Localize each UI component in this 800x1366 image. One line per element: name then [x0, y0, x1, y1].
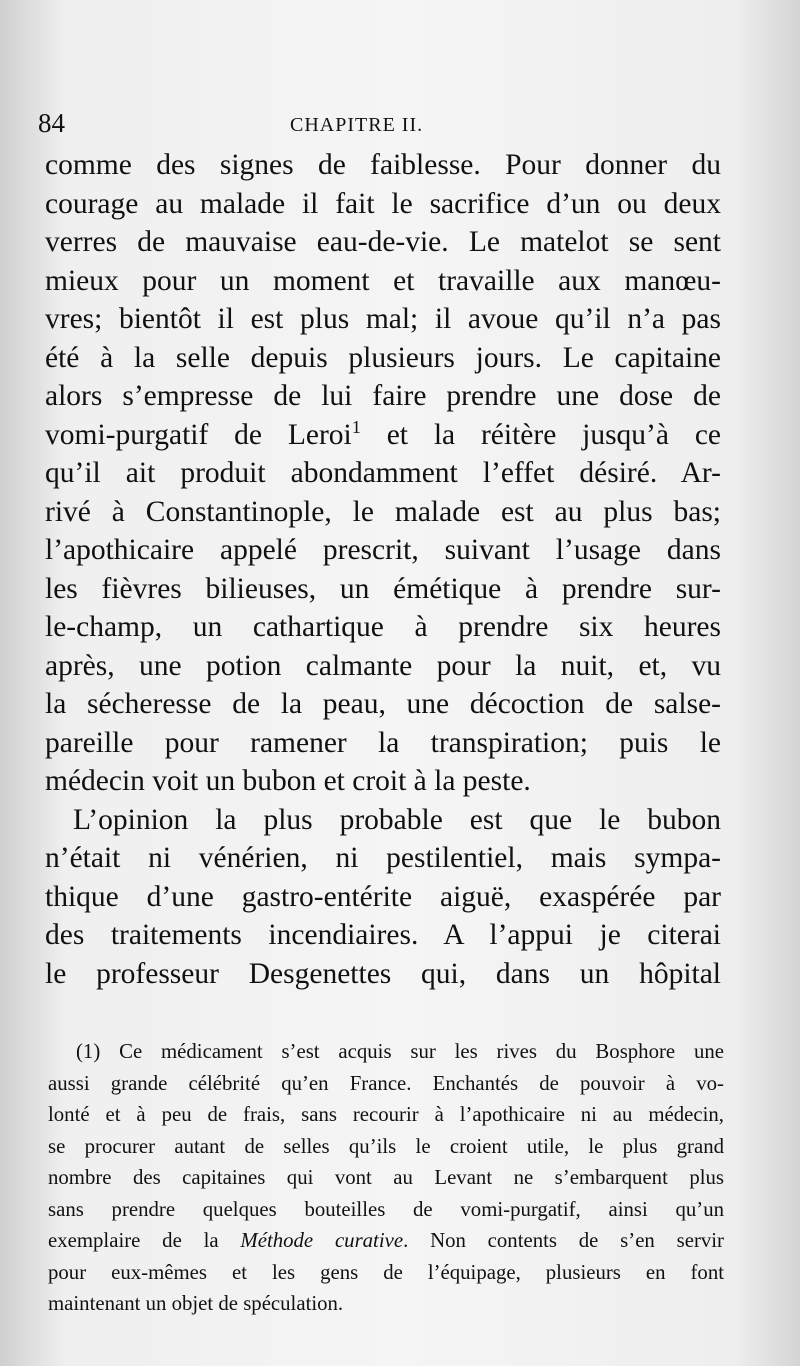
text-line: qu’il ait produit abondamment l’effet désiré. Ar-	[45, 457, 721, 489]
page-header	[38, 108, 778, 142]
footnote-line: pour eux-mêmes et les gens de l’équipage, plusieurs en font	[48, 1260, 724, 1284]
paragraph-first-line: L’opinion la plus probable est que le bubon	[73, 803, 721, 836]
text-line: l’apothicaire appelé prescrit, suivant l’usage dans	[45, 534, 721, 566]
text-line: les fièvres bilieuses, un émétique à prendre sur-	[45, 572, 721, 605]
main-text	[45, 146, 721, 993]
footnote	[48, 1036, 724, 1320]
text-segment: et la réitère jusqu’à ce	[360, 418, 722, 451]
footnote-segment: exemplaire de la	[48, 1229, 241, 1252]
text-line: verres de mauvaise eau-de-vie. Le matelot se sent	[45, 226, 721, 258]
text-line: des traitements incendiaires. A l’appui je citerai	[45, 919, 721, 951]
footnote-line: nombre des capitaines qui vont au Levant ne s’embarquent plus	[48, 1166, 724, 1189]
footnote-line: maintenant un objet de spéculation.	[48, 1292, 344, 1315]
footnote-line: lonté et à peu de frais, sans recourir à l’apothicaire ni au médecin,	[48, 1103, 724, 1126]
footnote-line-with-title	[48, 1225, 724, 1257]
text-line: n’était ni vénérien, ni pestilentiel, mais sympa-	[45, 842, 721, 874]
text-line: alors s’empresse de lui faire prendre une dose de	[45, 380, 721, 412]
footnote-segment: . Non contents de s’en servir	[403, 1229, 724, 1252]
text-line: pareille pour ramener la transpiration; puis le	[45, 726, 721, 759]
text-line: rivé à Constantinople, le malade est au plus bas;	[45, 495, 721, 528]
text-line: vres; bientôt il est plus mal; il avoue qu’il n’a pas	[45, 303, 721, 335]
text-line: thique d’une gastro-entérite aiguë, exaspérée par	[45, 880, 721, 913]
footnote-line: sans prendre quelques bouteilles de vomi-purgatif, ainsi qu’un	[48, 1197, 724, 1221]
text-line: comme des signes de faiblesse. Pour donner du	[45, 149, 721, 181]
footnote-reference: 1	[351, 416, 361, 437]
text-line: le professeur Desgenettes qui, dans un hôpital	[45, 957, 721, 990]
text-line: médecin voit un bubon et croit à la peste.	[45, 765, 531, 797]
footnote-line: aussi grande célébrité qu’en France. Enchantés de pouvoir à vo-	[48, 1071, 724, 1095]
text-line: après, une potion calmante pour la nuit, et, vu	[45, 649, 721, 682]
text-segment: vomi-purgatif de Leroi	[45, 418, 352, 451]
footnote-line: se procurer autant de selles qu’ils le croient utile, le plus grand	[48, 1134, 724, 1158]
running-head: CHAPITRE II.	[290, 114, 424, 136]
text-line-with-note-reference	[45, 416, 721, 455]
text-line: la sécheresse de la peau, une décoction de salse-	[45, 688, 721, 720]
page-number: 84	[38, 108, 65, 138]
text-line: le-champ, un cathartique à prendre six heures	[45, 611, 721, 643]
footnote-line: (1) Ce médicament s’est acquis sur les rives du Bosphore une	[76, 1040, 724, 1063]
text-line: mieux pour un moment et travaille aux manœu-	[45, 264, 721, 297]
text-line: été à la selle depuis plusieurs jours. Le capitaine	[45, 341, 721, 374]
book-title: Méthode curative	[240, 1229, 404, 1252]
text-line: courage au malade il fait le sacrifice d’un ou deux	[45, 187, 721, 220]
